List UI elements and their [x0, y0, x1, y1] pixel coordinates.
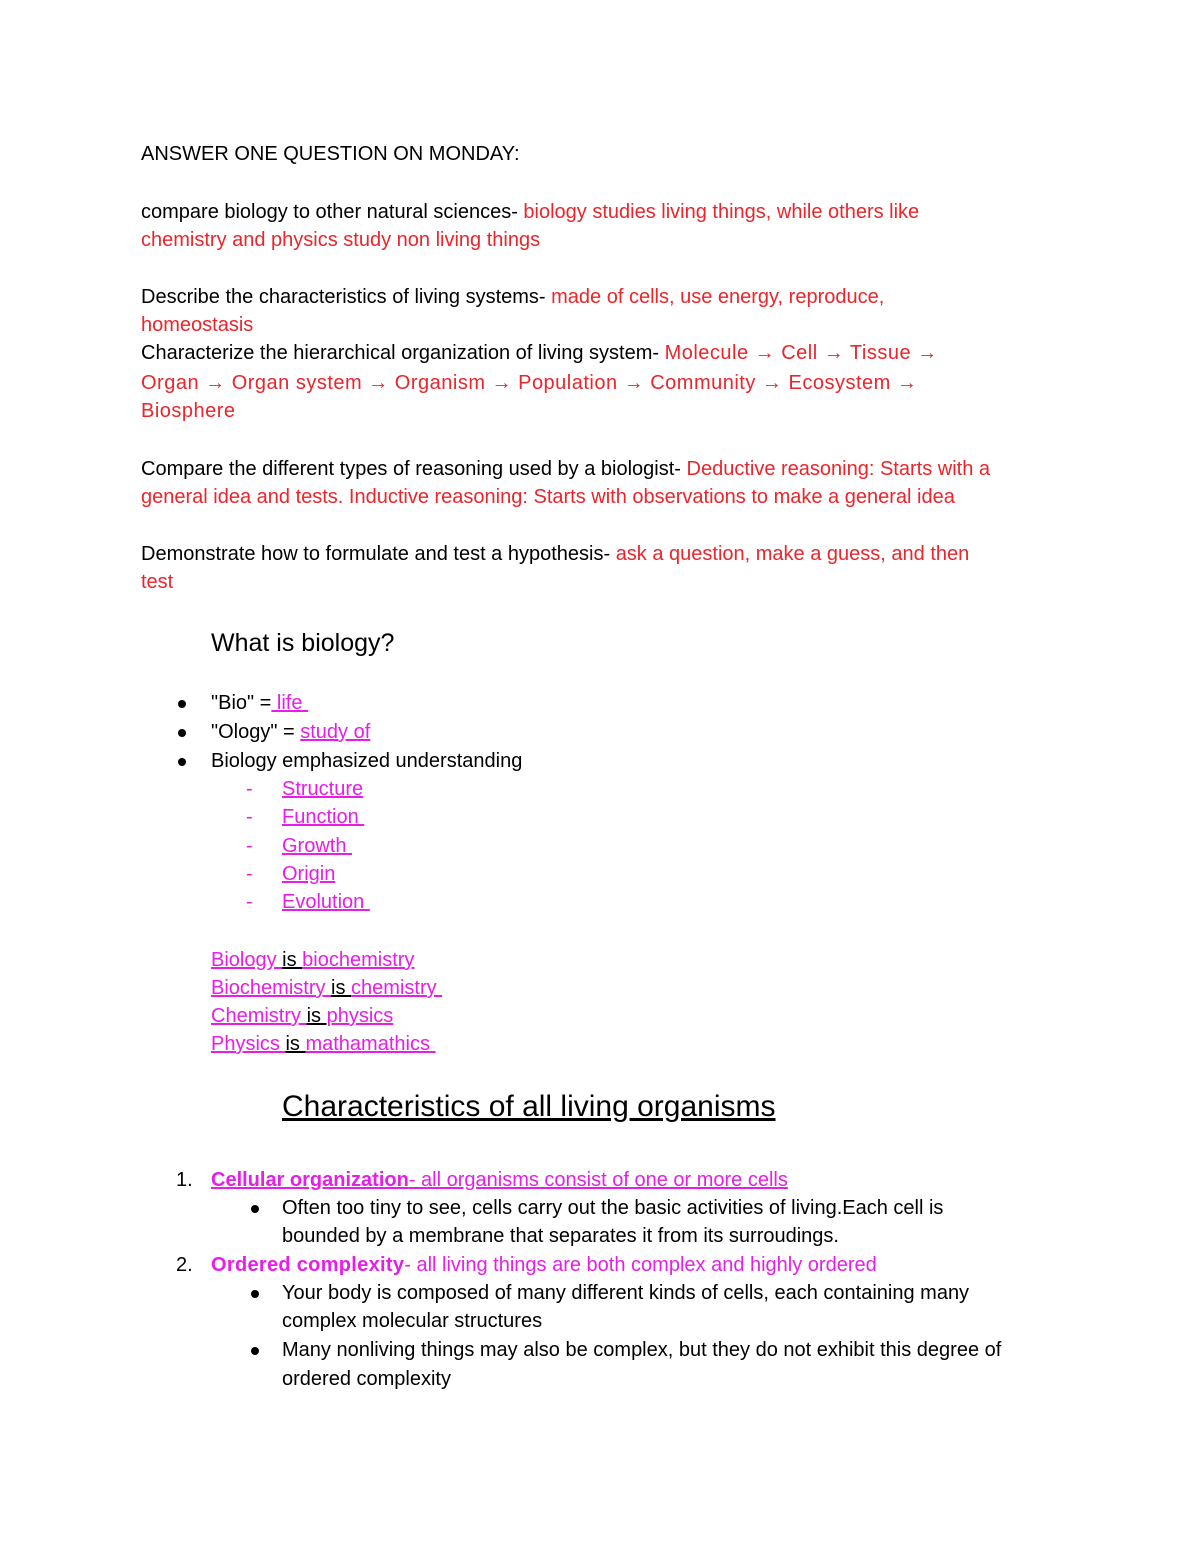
q5-answer-cont: test [141, 571, 174, 593]
characteristic-definition: - all living things are both complex and highly ordered [404, 1254, 877, 1276]
q1-line1 [141, 198, 919, 226]
chain-line [211, 974, 442, 1002]
detail-line: Often too tiny to see, cells carry out the basic activities of living.Each cell is [282, 1197, 944, 1219]
chain-line [211, 1002, 393, 1030]
q3-answer-cont: Organ → Organ system → Organism → Population → Community → Ecosystem → [141, 372, 918, 394]
list-number: 1. [176, 1169, 193, 1191]
bullet-icon [178, 700, 186, 708]
chain-a: Chemistry [211, 1005, 307, 1027]
chain-b: biochemistry [302, 949, 415, 971]
bullet-icon [251, 1290, 259, 1298]
characteristic-definition: - all organisms consist of one or more cells [408, 1169, 788, 1191]
q4-prompt: Compare the different types of reasoning used by a biologist- [141, 458, 687, 480]
chain-line [211, 1030, 436, 1058]
q1-answer-cont: chemistry and physics study non living things [141, 229, 541, 251]
bullet-icon [178, 758, 186, 766]
characteristic-term: Cellular organization [211, 1169, 409, 1191]
detail-line-cont: complex molecular structures [282, 1310, 543, 1332]
q1-prompt: compare biology to other natural sciences- [141, 201, 524, 223]
biology-emphasis: Biology emphasized understanding [211, 750, 523, 772]
characteristic-term: Ordered complexity [211, 1254, 405, 1276]
q4-answer: Deductive reasoning: Starts with a [686, 458, 991, 480]
sub-item-growth: Growth [282, 835, 353, 857]
chain-a: Biochemistry [211, 977, 332, 999]
q2-prompt: Describe the characteristics of living systems- [141, 286, 552, 308]
chain-is: is [306, 1005, 327, 1027]
chain-b: physics [326, 1005, 394, 1027]
ology-label: "Ology" = [211, 721, 301, 743]
list-number: 2. [176, 1254, 193, 1276]
q3-prompt: Characterize the hierarchical organization of living system- [141, 342, 665, 364]
bio-definition [211, 689, 308, 717]
q3-line1 [141, 339, 938, 367]
bullet-icon [251, 1205, 259, 1213]
detail-line: Your body is composed of many different kinds of cells, each containing many [282, 1282, 970, 1304]
dash-icon: - [246, 891, 253, 913]
ology-value: study of [300, 721, 371, 743]
dash-icon: - [246, 806, 253, 828]
sub-item-structure: Structure [282, 778, 364, 800]
chain-is: is [285, 1033, 306, 1055]
characteristic-2 [211, 1251, 877, 1279]
q5-answer: ask a question, make a guess, and then [615, 543, 970, 565]
detail-line-cont: ordered complexity [282, 1368, 451, 1390]
characteristic-1 [211, 1166, 788, 1194]
bio-value: life [271, 692, 309, 714]
dash-icon: - [246, 863, 253, 885]
chain-line [211, 946, 414, 974]
q5-line1 [141, 540, 969, 568]
chain-b: chemistry [351, 977, 443, 999]
q3-answer: Molecule → Cell → Tissue → [664, 342, 938, 364]
bullet-icon [178, 729, 186, 737]
q2-answer-cont: homeostasis [141, 314, 254, 336]
q3-answer-end: Biosphere [141, 400, 236, 422]
chain-a: Biology [211, 949, 283, 971]
q1-answer: biology studies living things, while others like [523, 201, 920, 223]
sub-item-function: Function [282, 806, 365, 828]
chain-a: Physics [211, 1033, 286, 1055]
dash-icon: - [246, 778, 253, 800]
ology-definition [211, 718, 370, 746]
dash-icon: - [246, 835, 253, 857]
detail-line-cont: bounded by a membrane that separates it from its surroudings. [282, 1225, 839, 1247]
chain-is: is [331, 977, 352, 999]
sub-item-evolution: Evolution [282, 891, 370, 913]
intro-heading: ANSWER ONE QUESTION ON MONDAY: [141, 143, 520, 165]
detail-line: Many nonliving things may also be complex, but they do not exhibit this degree of [282, 1339, 1002, 1361]
chain-b: mathamathics [305, 1033, 436, 1055]
bio-label: "Bio" = [211, 692, 272, 714]
q2-line1 [141, 283, 884, 311]
sub-item-origin: Origin [282, 863, 336, 885]
section-title-what-is-biology: What is biology? [211, 629, 395, 657]
chain-is: is [282, 949, 303, 971]
q4-line1 [141, 455, 990, 483]
q2-answer: made of cells, use energy, reproduce, [551, 286, 885, 308]
q4-answer-cont: general idea and tests. Inductive reasoning: Starts with observations to make a general idea [141, 486, 955, 508]
q5-prompt: Demonstrate how to formulate and test a hypothesis- [141, 543, 616, 565]
section-title-characteristics: Characteristics of all living organisms [282, 1090, 776, 1123]
bullet-icon [251, 1347, 259, 1355]
